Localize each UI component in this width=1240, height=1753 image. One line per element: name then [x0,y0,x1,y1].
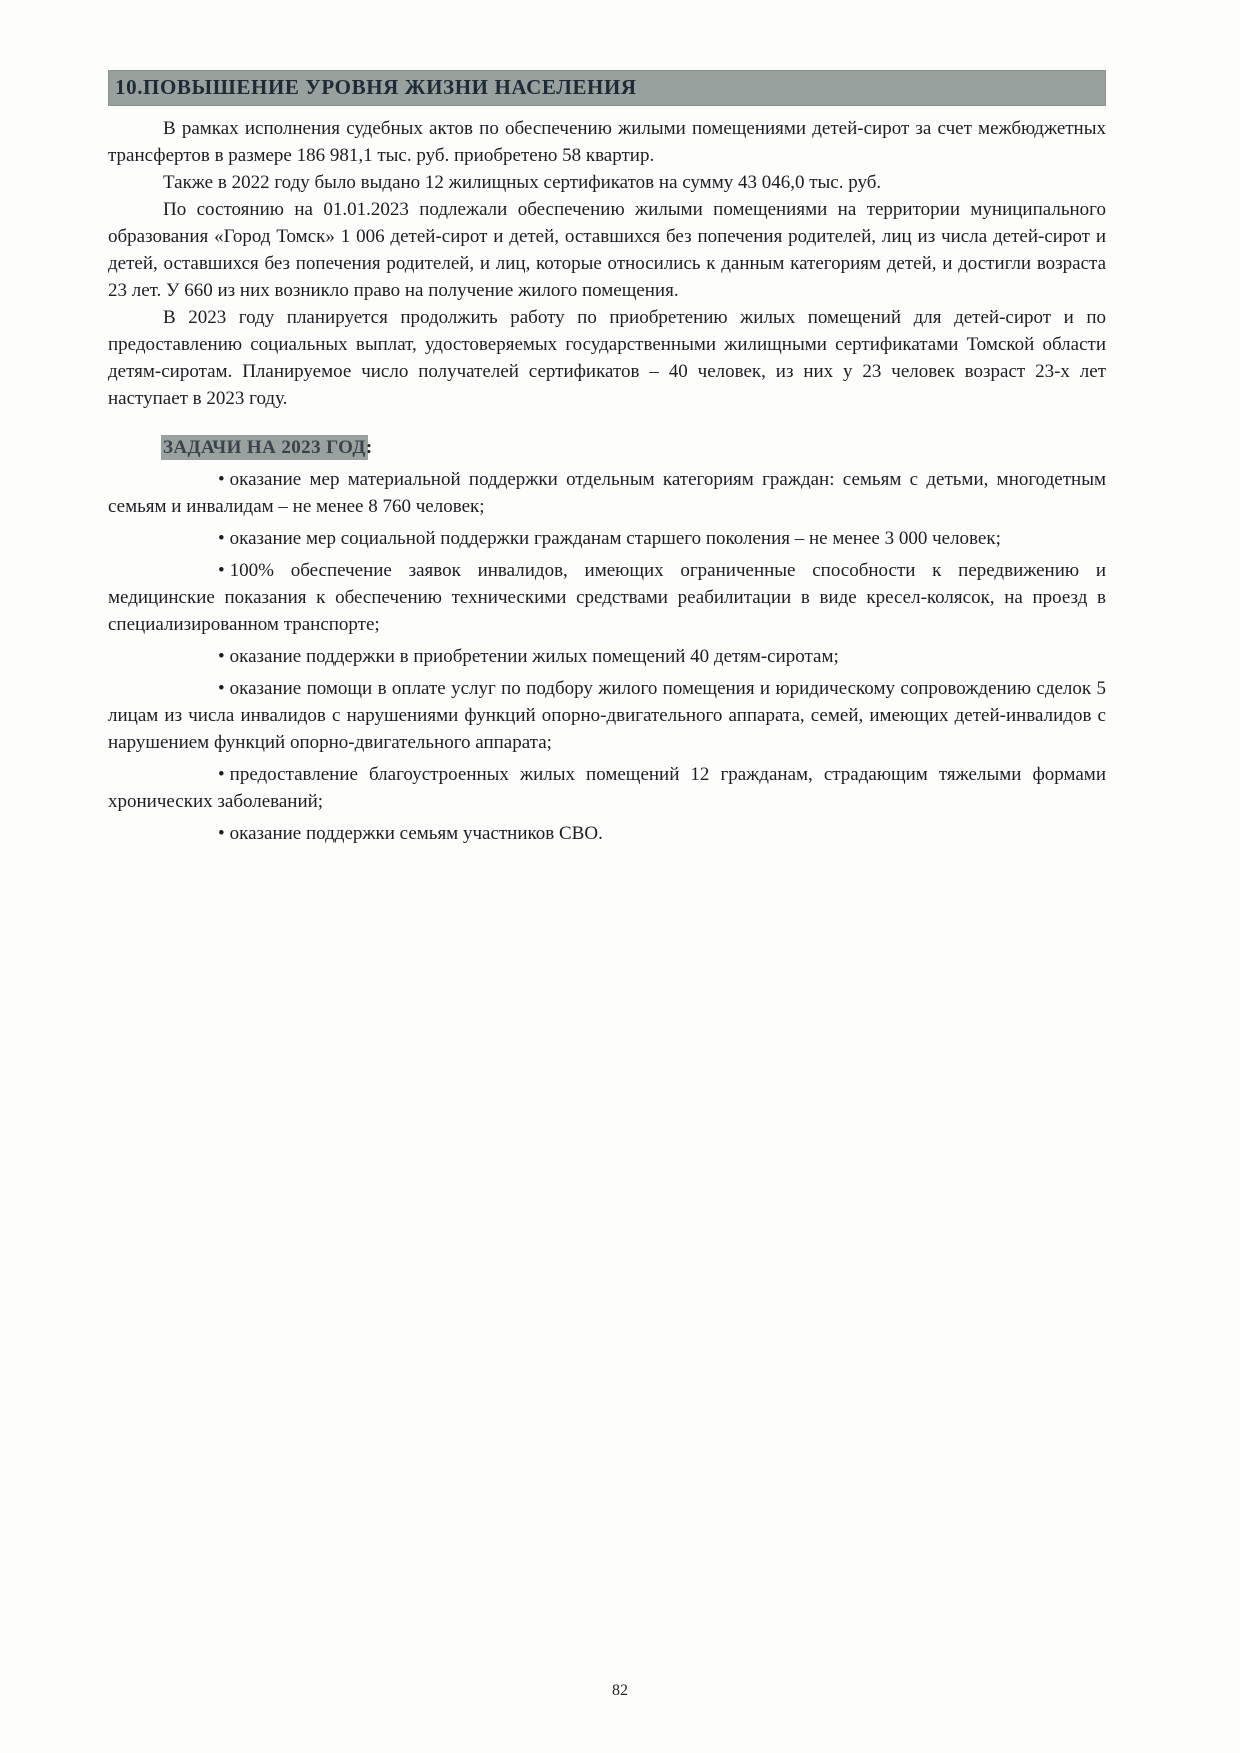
task-item-text: оказание мер материальной поддержки отдельным категориям граждан: семьям с детьми, многодетным семьям и инвалидам – не менее 8 760 человек; [108,469,1106,517]
paragraph-2: Также в 2022 году было выдано 12 жилищных сертификатов на сумму 43 046,0 тыс. руб. [163,172,882,193]
paragraph-3: По состоянию на 01.01.2023 подлежали обеспечению жилыми помещениями на территории муниципального образования «Город Томск» 1 006 детей-сирот и детей, оставшихся без попечения родителей, лиц из числа детей-сирот и детей, оставшихся без попечения родителей, и лиц, которые относились к данным категориям детей, и достигли возраста 23 лет. У 660 из них возникло право на получение жилого помещения. [108,199,1106,301]
section-header [108,70,1106,106]
task-item-text: 100% обеспечение заявок инвалидов, имеющих ограниченные способности к передвижению и медицинские показания к обеспечению техническими средствами реабилитации в виде кресел-колясок, на проезд в специализированном транспорте; [108,560,1106,635]
bullet-icon: • [218,764,225,785]
task-item [108,525,1106,552]
task-item [108,761,1106,815]
section-title: 10.ПОВЫШЕНИЕ УРОВНЯ ЖИЗНИ НАСЕЛЕНИЯ [115,75,637,99]
task-item [108,643,1106,670]
page-number: 82 [612,1682,628,1699]
task-item [108,557,1106,638]
tasks-heading-highlight: ЗАДАЧИ НА 2023 ГОД [163,437,366,458]
bullet-icon: • [218,678,225,699]
task-item [108,675,1106,756]
task-item-text: оказание мер социальной поддержки гражданам старшего поколения – не менее 3 000 человек; [229,528,1001,549]
task-item-text: предоставление благоустроенных жилых помещений 12 гражданам, страдающим тяжелыми формами хронических заболеваний; [108,764,1106,812]
paragraph-4: В 2023 году планируется продолжить работу по приобретению жилых помещений для детей-сирот и по предоставлению социальных выплат, удостоверяемых государственными жилищными сертификатами Томской области детям-сиротам. Планируемое число получателей сертификатов – 40 человек, из них у 23 человек возраст 23-х лет наступает в 2023 году. [108,307,1106,409]
tasks-heading [108,434,1106,461]
bullet-icon: • [218,560,225,581]
document-content [108,70,1106,847]
task-item [108,466,1106,520]
bullet-icon: • [218,646,225,667]
bullet-icon: • [218,823,225,844]
task-item-text: оказание помощи в оплате услуг по подбору жилого помещения и юридическому сопровождению сделок 5 лицам из числа инвалидов с нарушениями функций опорно-двигательного аппарата, семей, имеющих детей-инвалидов с нарушением функций опорно-двигательного аппарата; [108,678,1106,753]
task-item-text: оказание поддержки семьям участников СВО. [229,823,603,844]
bullet-icon: • [218,528,225,549]
paragraph-1: В рамках исполнения судебных актов по обеспечению жилыми помещениями детей-сирот за счет межбюджетных трансфертов в размере 186 981,1 тыс. руб. приобретено 58 квартир. [108,118,1106,166]
tasks-heading-colon: : [365,437,373,458]
task-item [108,820,1106,847]
task-item-text: оказание поддержки в приобретении жилых помещений 40 детям-сиротам; [229,646,839,667]
bullet-icon: • [218,469,225,490]
